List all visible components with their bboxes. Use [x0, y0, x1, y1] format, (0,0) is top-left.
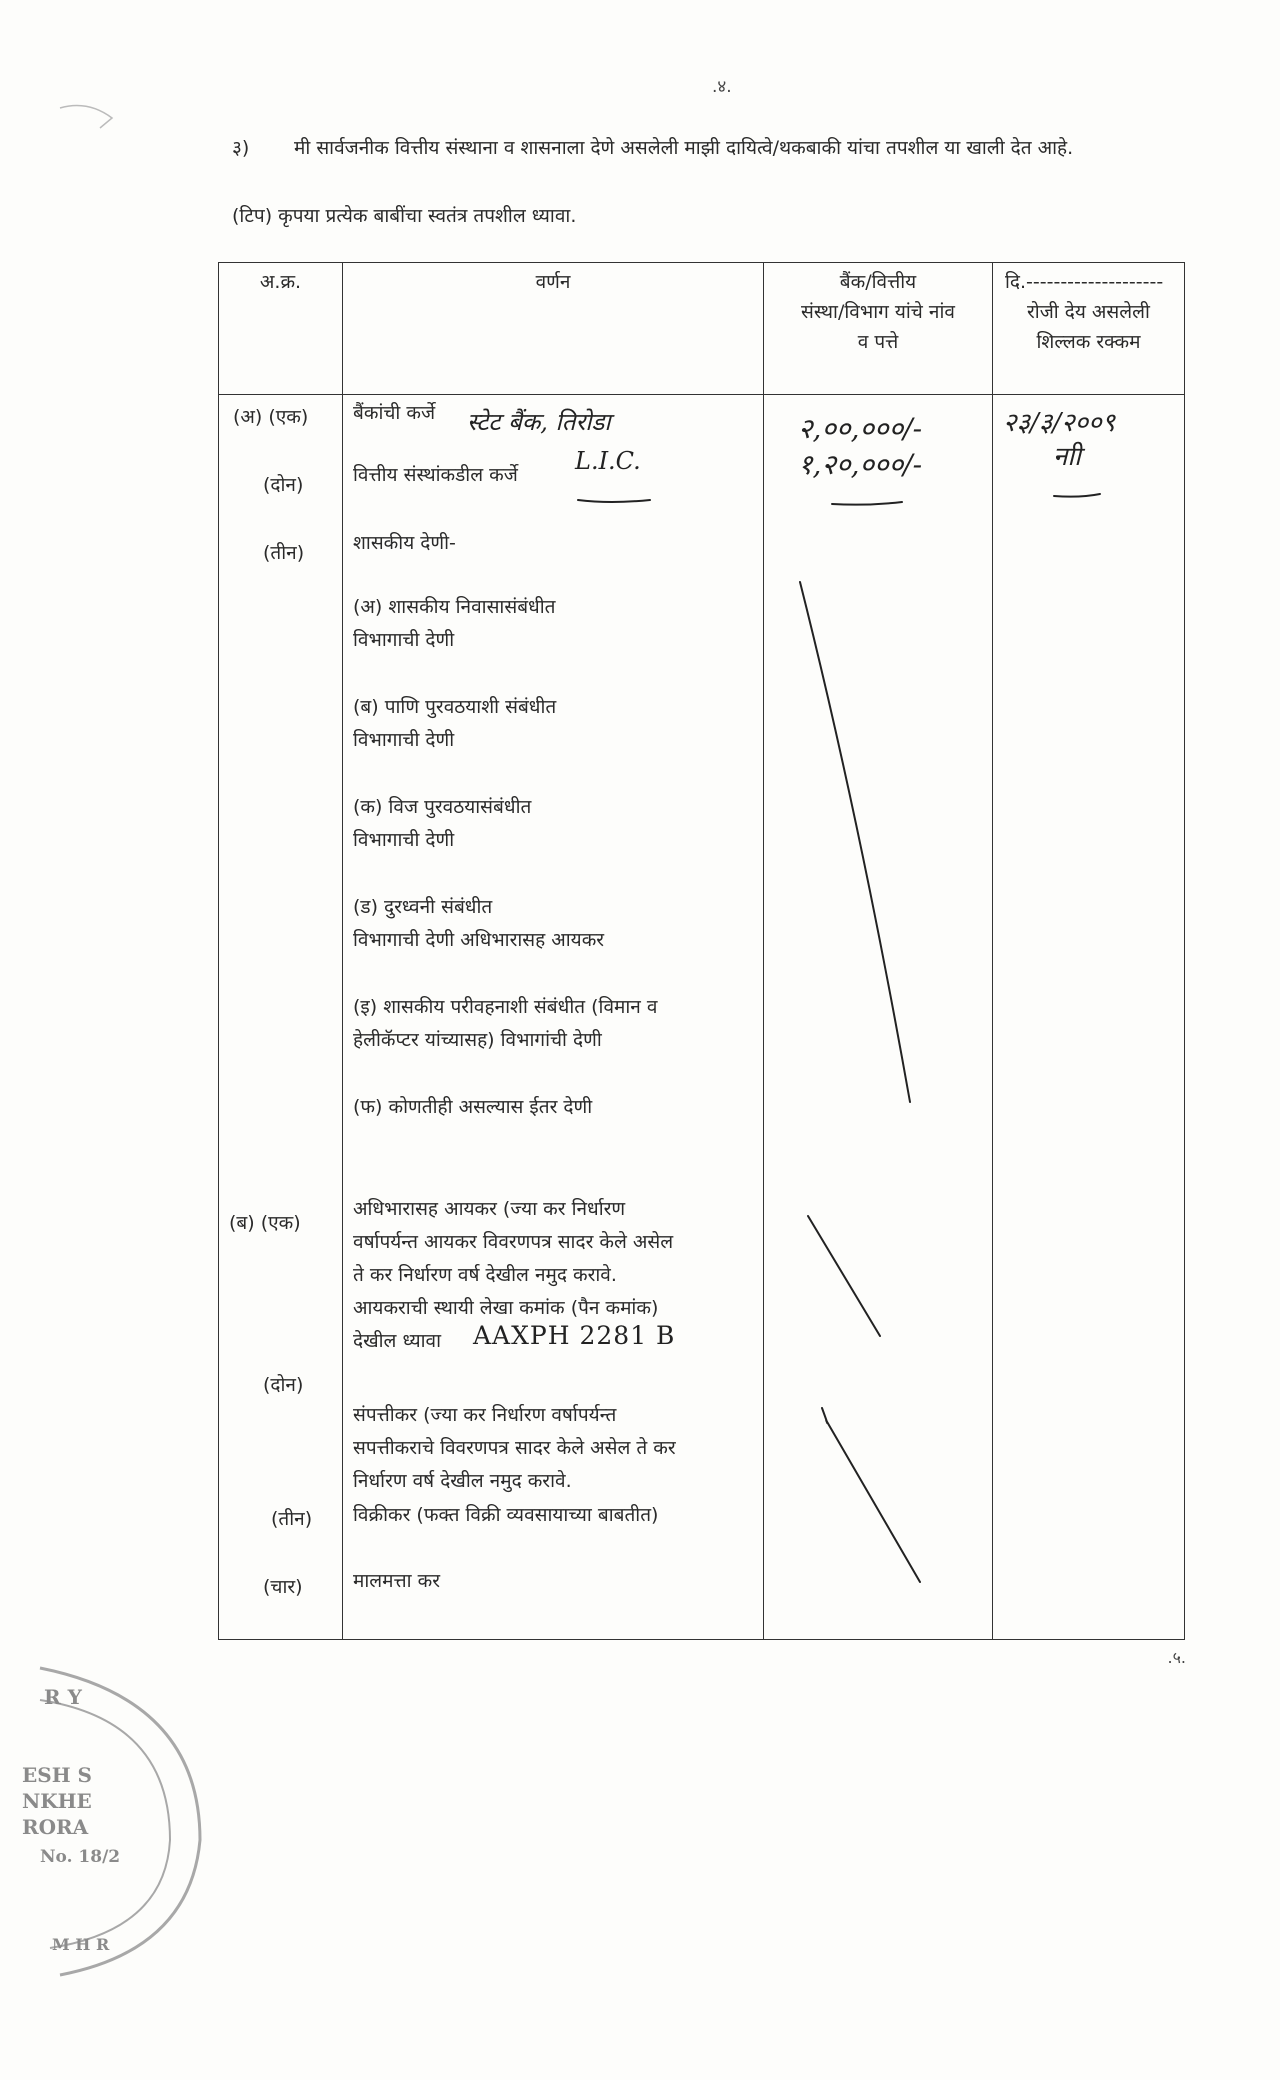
page-number: .४.: [712, 77, 732, 97]
bank-column: [764, 395, 993, 1640]
stamp: [40, 1668, 200, 1975]
amount-handwritten-2: १,२०,०००/-: [798, 448, 923, 481]
lic-handwritten: L.I.C.: [575, 447, 641, 475]
wealth-tax-line3: निर्धारण वर्ष देखील नमुद करावे.: [353, 1470, 572, 1492]
income-tax-line4: आयकराची स्थायी लेखा कमांक (पैन कमांक): [353, 1297, 659, 1319]
amount-handwritten-1: २,००,०००/-: [798, 412, 923, 445]
income-tax-line5: देखील ध्यावा: [353, 1330, 442, 1352]
intro-paragraph: [232, 132, 1188, 164]
intro-text: मी सार्वजनीक वित्तीय संस्थाना व शासनाला देणे असलेली माझी दायित्वे/थकबाकी यांचा तपशील या खाली देत आहे.: [294, 137, 1074, 159]
sales-tax-label: विक्रीकर (फक्त विक्री व्यवसायाच्या बाबतीत): [353, 1504, 659, 1526]
header-bank: बैंक/वित्तीय संस्था/विभाग यांचे नांव व पत्ते: [764, 263, 993, 395]
liabilities-table: [218, 262, 1185, 1640]
gov-item-b-line1: (ब) पाणि पुरवठयाशी संबंधीत: [353, 696, 557, 718]
intro-note: (टिप) कृपया प्रत्येक बाबींचा स्वतंत्र तपशील ध्यावा.: [232, 205, 577, 227]
label-b-one: (ब) (एक): [229, 1212, 301, 1234]
stamp-line-5: No. 18/2: [40, 1847, 121, 1867]
margin-scribble: [60, 106, 112, 128]
income-tax-line2: वर्षापर्यन्त आयकर विवरणपत्र सादर केले असेल: [353, 1231, 674, 1253]
gov-item-c-line1: (क) विज पुरवठयासंबंधीत: [353, 796, 532, 818]
description-column: [343, 395, 764, 1640]
bank-name-handwritten: स्टेट बैंक, तिरोडा: [467, 408, 611, 436]
label-a-one: (अ) (एक): [233, 406, 309, 428]
gov-item-c-line2: विभागाची देणी: [353, 829, 455, 851]
header-description: वर्णन: [343, 263, 764, 395]
gov-item-e-line1: (इ) शासकीय परीवहनाशी संबंधीत (विमान व: [353, 996, 658, 1018]
label-a-three: (तीन): [263, 542, 305, 564]
stamp-line-1: R Y: [44, 1685, 82, 1709]
header-row: [219, 263, 1185, 395]
pan-handwritten: AAXPH 2281 B: [473, 1321, 676, 1350]
body-row: [219, 395, 1185, 1640]
income-tax-line3: ते कर निर्धारण वर्ष देखील नमुद करावे.: [353, 1264, 617, 1286]
gov-item-b-line2: विभागाची देणी: [353, 729, 455, 751]
nil-handwritten: नाी: [1053, 442, 1081, 472]
stamp-line-4: RORA: [22, 1815, 89, 1839]
stamp-line-6: M H R: [52, 1935, 110, 1954]
gov-item-a-line2: विभागाची देणी: [353, 629, 455, 651]
date-handwritten: २३/३/२००९: [1003, 408, 1116, 438]
label-a-two: (दोन): [263, 474, 304, 496]
wealth-tax-line1: संपत्तीकर (ज्या कर निर्धारण वर्षापर्यन्त: [353, 1404, 617, 1426]
label-b-three: (तीन): [271, 1508, 313, 1530]
label-b-four: (चार): [263, 1576, 303, 1598]
header-serial: अ.क्र.: [219, 263, 343, 395]
gov-item-f-line1: (फ) कोणतीही असल्यास ईतर देणी: [353, 1096, 593, 1118]
bank-loan-label: बैंकांची कर्जे: [353, 402, 436, 424]
gov-dues-label: शासकीय देणी-: [353, 532, 456, 554]
income-tax-line1: अधिभारासह आयकर (ज्या कर निर्धारण: [353, 1198, 626, 1220]
next-page-marker: .५.: [1167, 1648, 1186, 1667]
stamp-outer-ring: [40, 1668, 200, 1975]
stamp-inner-ring: [40, 1700, 170, 1948]
header-amount: दि.-------------------- रोजी देय असलेली शिल्लक रक्कम: [993, 263, 1185, 395]
gov-item-d-line1: (ड) दुरध्वनी संबंधीत: [353, 896, 493, 918]
gov-item-e-line2: हेलीकॅप्टर यांच्यासह) विभागांची देणी: [353, 1029, 602, 1051]
stamp-line-2: ESH S: [22, 1763, 92, 1787]
fin-loan-label: वित्तीय संस्थांकडील कर्जे: [353, 464, 518, 486]
label-b-two: (दोन): [263, 1374, 304, 1396]
intro-number: ३): [232, 137, 250, 159]
wealth-tax-line2: सपत्तीकराचे विवरणपत्र सादर केले असेल ते कर: [353, 1437, 676, 1459]
amount-column: [993, 395, 1185, 1640]
stamp-line-3: NKHE: [22, 1789, 92, 1813]
gov-item-a-line1: (अ) शासकीय निवासासंबंधीत: [353, 596, 556, 618]
stamp-text: [22, 1685, 120, 1954]
property-tax-label: मालमत्ता कर: [353, 1570, 440, 1592]
gov-item-d-line2: विभागाची देणी अधिभारासह आयकर: [353, 929, 605, 951]
serial-column: [219, 395, 343, 1640]
